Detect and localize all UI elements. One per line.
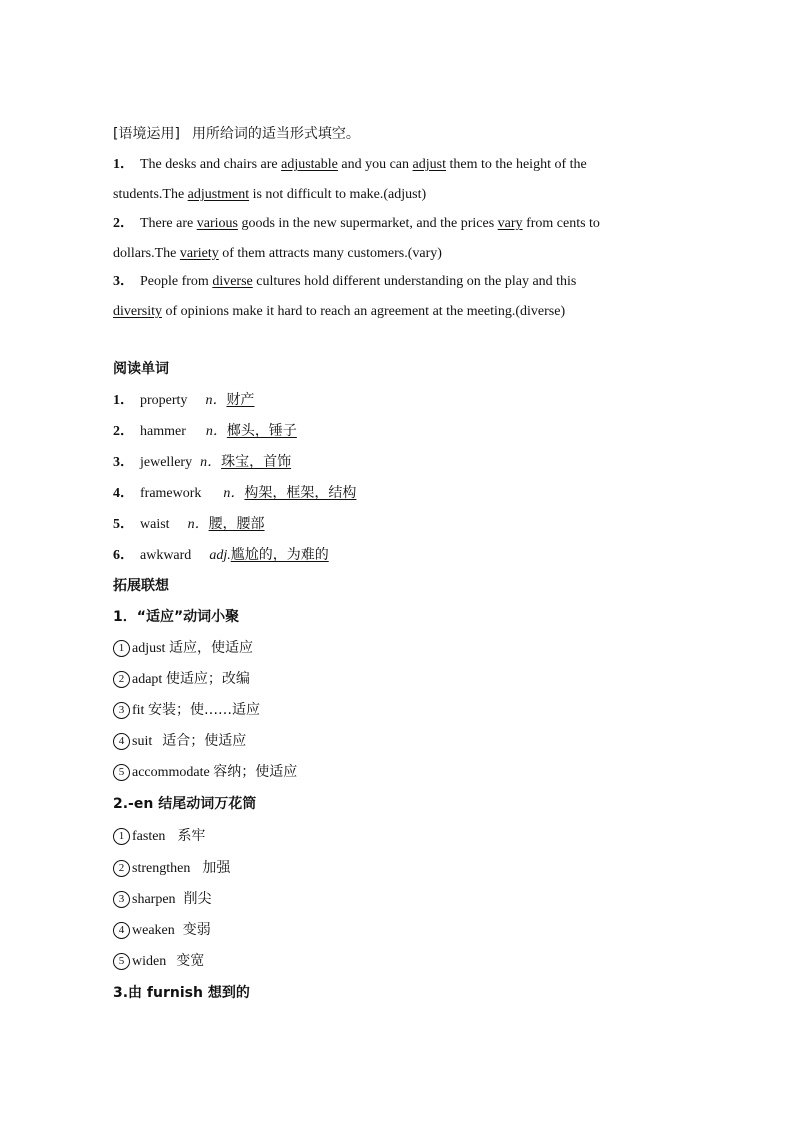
- circled-number: 2: [113, 671, 130, 688]
- circled-number: 1: [113, 828, 130, 845]
- item-number: 4．: [113, 486, 134, 501]
- group-2-item-1: [113, 826, 205, 847]
- sentence-text: students.The: [113, 187, 188, 202]
- circled-number: 4: [113, 922, 130, 939]
- answer-blank: vary: [497, 216, 523, 231]
- vocab-word: framework: [140, 486, 202, 501]
- reading-item-6: [113, 545, 329, 566]
- practice-item-1-line-2: [113, 185, 426, 205]
- sentence-text: of them attracts many customers.(vary): [218, 246, 442, 261]
- circled-number: 5: [113, 953, 130, 970]
- practice-tag: [语境运用]: [113, 126, 180, 142]
- practice-item-3-line-2: [113, 302, 565, 322]
- group-1-item-2: [113, 669, 250, 690]
- answer-blank: adjust: [412, 157, 446, 172]
- expand-heading: 拓展联想: [113, 578, 169, 594]
- group-2-item-3: [113, 889, 212, 910]
- group-1-item-3: [113, 700, 260, 721]
- vocab-word: suit: [132, 734, 153, 749]
- vocab-word: jewellery: [140, 455, 193, 470]
- circled-number: 4: [113, 733, 130, 750]
- vocab-word: waist: [140, 517, 170, 532]
- vocab-word: property: [140, 393, 188, 408]
- sentence-text: cultures hold different understanding on the play and this: [252, 274, 577, 289]
- part-of-speech: n．: [223, 486, 245, 501]
- reading-item-1: [113, 390, 254, 411]
- part-of-speech: n．: [205, 424, 227, 439]
- vocab-meaning: 尴尬的，为难的: [230, 547, 329, 563]
- practice-item-3-line-1: [113, 272, 576, 292]
- vocab-word: strengthen: [132, 861, 191, 876]
- vocab-word: adjust: [132, 641, 166, 656]
- part-of-speech: n．: [200, 455, 222, 470]
- sentence-text: and you can: [337, 157, 413, 172]
- sentence-text: is not difficult to make.(adjust): [249, 187, 427, 202]
- vocab-meaning: 构架，框架，结构: [244, 485, 357, 501]
- vocab-meaning: 容纳；使适应: [213, 764, 298, 780]
- circled-number: 2: [113, 860, 130, 877]
- item-number: 3．: [113, 274, 134, 289]
- practice-heading: [113, 124, 360, 144]
- vocab-word: weaken: [132, 923, 175, 938]
- group-2-item-2: [113, 858, 230, 879]
- answer-blank: diversity: [113, 304, 162, 319]
- item-number: 1．: [113, 157, 134, 172]
- vocab-word: widen: [132, 954, 167, 969]
- vocab-meaning: 系牢: [177, 828, 206, 844]
- vocab-word: hammer: [140, 424, 186, 439]
- group-1-item-5: [113, 762, 297, 783]
- practice-item-2-line-1: [113, 214, 600, 234]
- vocab-word: adapt: [132, 672, 163, 687]
- sentence-text: There are: [140, 216, 197, 231]
- answer-blank: various: [196, 216, 238, 231]
- reading-item-5: [113, 514, 265, 535]
- group-1-item-4: [113, 731, 246, 752]
- vocab-meaning: 变弱: [182, 922, 211, 938]
- vocab-meaning: 适应，使适应: [168, 640, 253, 656]
- practice-item-2-line-2: [113, 244, 442, 264]
- vocab-word: sharpen: [132, 892, 176, 907]
- circled-number: 1: [113, 640, 130, 657]
- vocab-meaning: 榔头，锤子: [226, 423, 297, 439]
- vocab-word: awkward: [140, 548, 192, 563]
- part-of-speech: n．: [187, 517, 209, 532]
- vocab-meaning: 腰，腰部: [208, 516, 265, 532]
- answer-blank: diverse: [212, 274, 253, 289]
- part-of-speech: adj.: [209, 548, 231, 563]
- group-1-title: 1．“适应”动词小聚: [113, 609, 240, 625]
- answer-blank: variety: [179, 246, 219, 261]
- answer-blank: adjustable: [281, 157, 338, 172]
- vocab-meaning: 适合；使适应: [162, 733, 247, 749]
- practice-instruction: 用所给词的适当形式填空。: [191, 126, 360, 142]
- circled-number: 5: [113, 764, 130, 781]
- sentence-text: of opinions make it hard to reach an agreement at the meeting.(diverse): [162, 304, 566, 319]
- vocab-word: fasten: [132, 829, 166, 844]
- vocab-meaning: 变宽: [176, 953, 205, 969]
- reading-item-2: [113, 421, 297, 442]
- group-2-title: 2.-en 结尾动词万花筒: [113, 796, 257, 812]
- sentence-text: from cents to: [522, 216, 600, 231]
- answer-blank: adjustment: [187, 187, 250, 202]
- vocab-meaning: 珠宝，首饰: [221, 454, 292, 470]
- vocab-meaning: 加强: [202, 860, 231, 876]
- item-number: 1．: [113, 393, 134, 408]
- sentence-text: The desks and chairs are: [140, 157, 282, 172]
- vocab-meaning: 安装；使……适应: [147, 702, 260, 718]
- practice-item-1-line-1: [113, 155, 587, 175]
- vocab-meaning: 削尖: [183, 891, 212, 907]
- item-number: 3．: [113, 455, 134, 470]
- vocab-word: accommodate: [132, 765, 210, 780]
- sentence-text: People from: [140, 274, 213, 289]
- item-number: 2．: [113, 424, 134, 439]
- circled-number: 3: [113, 891, 130, 908]
- reading-item-4: [113, 483, 356, 504]
- group-2-item-4: [113, 920, 211, 941]
- item-number: 6．: [113, 548, 134, 563]
- item-number: 2．: [113, 216, 134, 231]
- group-3-title: 3.由 furnish 想到的: [113, 985, 250, 1001]
- reading-heading: 阅读单词: [113, 361, 169, 377]
- sentence-text: them to the height of the: [445, 157, 587, 172]
- sentence-text: dollars.The: [113, 246, 180, 261]
- vocab-meaning: 财产: [226, 392, 255, 408]
- vocab-word: fit: [132, 703, 145, 718]
- sentence-text: goods in the new supermarket, and the prices: [237, 216, 498, 231]
- part-of-speech: n．: [205, 393, 227, 408]
- item-number: 5．: [113, 517, 134, 532]
- group-2-item-5: [113, 951, 204, 972]
- reading-item-3: [113, 452, 291, 473]
- circled-number: 3: [113, 702, 130, 719]
- group-1-item-1: [113, 638, 253, 659]
- vocab-meaning: 使适应；改编: [165, 671, 250, 687]
